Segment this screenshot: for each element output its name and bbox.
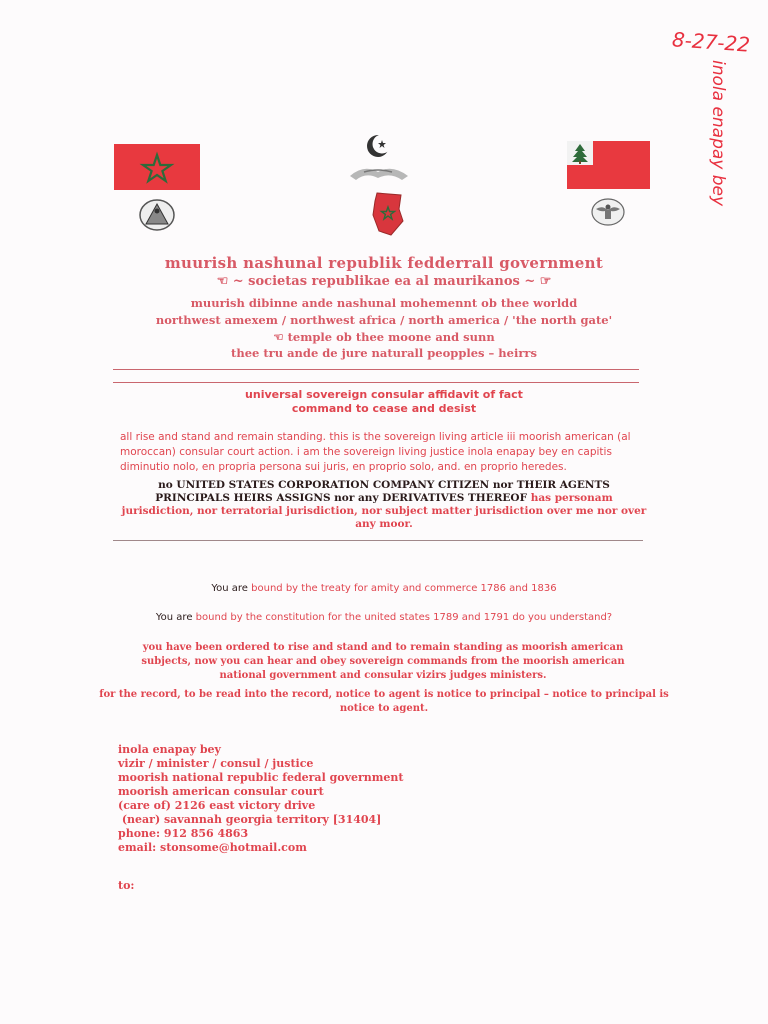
affidavit-title-2: command to cease and desist bbox=[291, 402, 477, 415]
header-line-3: ☜ temple ob thee moone and sunn bbox=[273, 330, 495, 344]
header-line-2: northwest amexem / northwest africa / north america / 'the north gate' bbox=[155, 313, 613, 327]
header-line-1: muurish dibinne ande nashunal mohemennt ob thee worldd bbox=[190, 296, 578, 310]
address-line: email: stonsome@hotmail.com bbox=[118, 841, 307, 854]
header-subtitle: ☜ ~ societas republikae ea al maurikanos ~ ☞ bbox=[216, 274, 552, 289]
divider-top-2 bbox=[113, 382, 639, 383]
hand-symbol-icon: ☜ bbox=[273, 330, 288, 344]
hand-symbol-icon: ☞ bbox=[535, 274, 552, 289]
address-line: (care of) 2126 east victory drive bbox=[118, 799, 316, 812]
jurisdiction-entities: no UNITED STATES CORPORATION COMPANY CITIZEN nor THEIR AGENTS PRINCIPALS HEIRS ASSIGNS nor any DERIVATIVES THEREOF bbox=[155, 479, 610, 504]
new-england-flag-icon bbox=[567, 141, 650, 189]
header-title: muurish nashunal republik fedderrall government bbox=[164, 254, 604, 272]
divider-top-1 bbox=[113, 369, 639, 370]
header-line-4: thee tru ande de jure naturall peopples – heirrs bbox=[231, 346, 537, 360]
address-line: vizir / minister / consul / justice bbox=[118, 757, 314, 770]
address-line: inola enapay bey bbox=[118, 743, 221, 756]
jurisdiction-statement: has personam jurisdiction, nor terratorial jurisdiction, nor subject matter jurisdiction over me nor over any moor. bbox=[121, 492, 647, 530]
hand-symbol-icon: ☜ bbox=[216, 274, 233, 289]
crescent-handshake-icon bbox=[344, 132, 414, 186]
treaty-statement: You are bound by the treaty for amity and commerce 1786 and 1836 bbox=[211, 583, 557, 594]
record-statement: for the record, to be read into the record, notice to agent is notice to principal – notice to principal is notice to agent. bbox=[99, 689, 669, 714]
affidavit-title-1: universal sovereign consular affidavit of fact bbox=[245, 388, 523, 401]
handwritten-date: 8-27-22 bbox=[671, 27, 751, 57]
to-label: to: bbox=[118, 879, 135, 892]
constitution-statement: You are bound by the constitution for the united states 1789 and 1791 do you understand? bbox=[155, 612, 613, 623]
affidavit-paragraph-1: all rise and stand and remain standing. this is the sovereign living article iii moorish american (al moroccan) consular court action. i am the sovereign living justice inola enapay bey en capitis diminutio nolo, en propria persona sui juris, en proprio solo, and. en proprio heredes. bbox=[120, 431, 631, 473]
address-line: moorish national republic federal government bbox=[118, 771, 404, 784]
address-line: moorish american consular court bbox=[118, 785, 324, 798]
morocco-flag-icon bbox=[114, 144, 200, 190]
moroccan-map-icon bbox=[371, 191, 405, 237]
affidavit-paragraph-2 bbox=[120, 479, 648, 531]
address-line: phone: 912 856 4863 bbox=[118, 827, 249, 840]
divider-affidavit bbox=[113, 540, 643, 541]
ordered-statement: you have been ordered to rise and stand and to remain standing as moorish american subjects, now you can hear and obey sovereign commands from the moorish american national government and consular vizirs judges ministers. bbox=[141, 642, 625, 681]
pyramid-seal-icon bbox=[138, 198, 176, 232]
address-line: (near) savannah georgia territory [31404] bbox=[118, 813, 382, 826]
signature-block bbox=[118, 743, 404, 855]
eagle-seal-icon bbox=[591, 197, 625, 227]
handwritten-signature: inola enapay bey bbox=[708, 60, 728, 207]
